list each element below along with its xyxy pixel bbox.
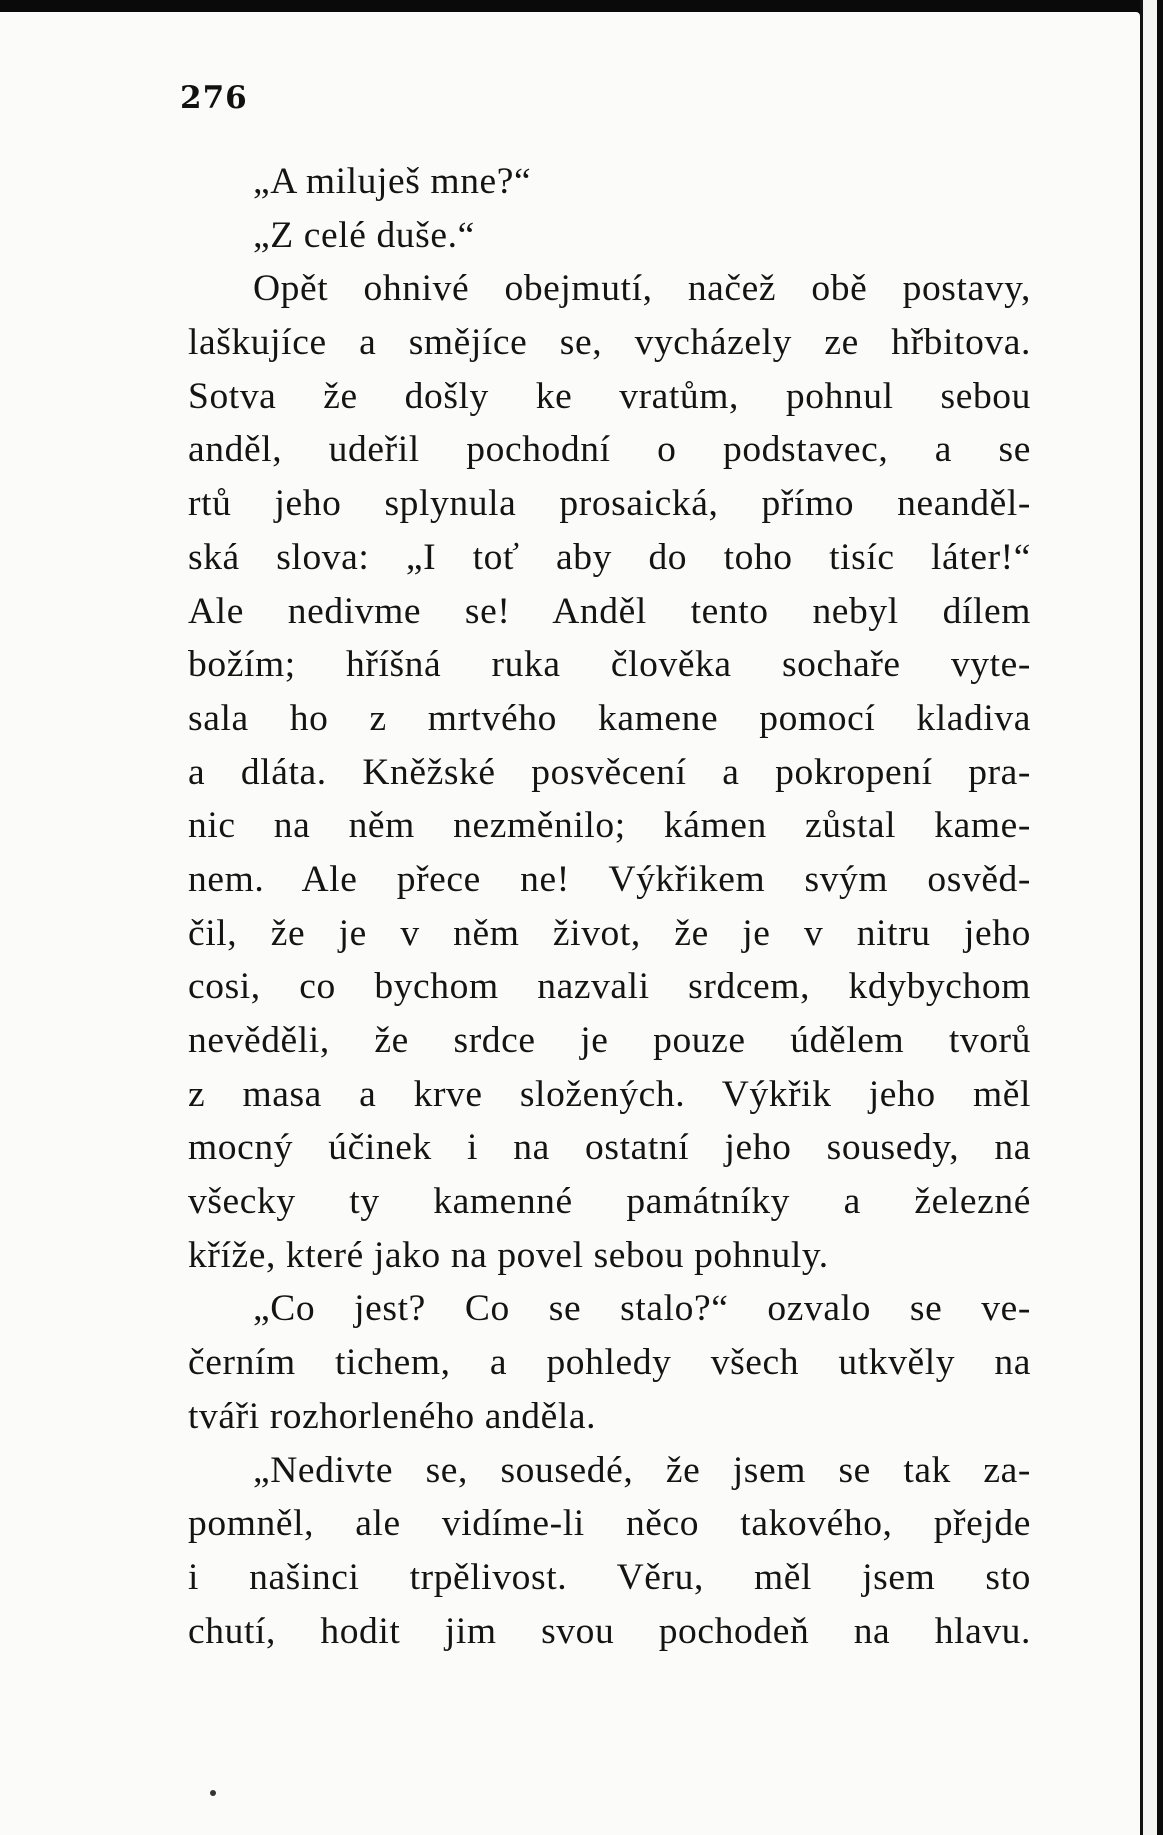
text-line: nem. Ale přece ne! Výkřikem svým osvěd-	[188, 858, 1031, 900]
text-line: a dláta. Kněžské posvěcení a pokropení pra-	[188, 751, 1031, 793]
text-line: pomněl, ale vidíme-li něco takového, přejde	[188, 1503, 1031, 1545]
text-line: Opět ohnivé obejmutí, načež obě postavy,	[253, 268, 1031, 310]
text-line: čil, že je v něm život, že je v nitru jeho	[188, 912, 1031, 954]
text-line: „Co jest? Co se stalo?“ ozvalo se ve-	[253, 1288, 1031, 1330]
text-line: cosi, co bychom nazvali srdcem, kdybychom	[188, 966, 1031, 1008]
text-line: mocný účinek i na ostatní jeho sousedy, na	[188, 1127, 1031, 1169]
text-line: chutí, hodit jim svou pochodeň na hlavu.	[188, 1610, 1031, 1652]
book-page	[0, 12, 1140, 1835]
text-line: laškujíce a smějíce se, vycházely ze hřbitova.	[188, 322, 1031, 364]
text-line: božím; hříšná ruka člověka sochaře vyte-	[188, 644, 1031, 686]
text-line: anděl, udeřil pochodní o podstavec, a se	[188, 429, 1031, 471]
body-text	[188, 155, 1031, 1658]
page-number: 276	[180, 80, 248, 116]
text-line: ská slova: „I toť aby do toho tisíc láter!“	[188, 536, 1031, 578]
text-line: „Nedivte se, sousedé, že jsem se tak za-	[253, 1449, 1031, 1491]
text-line: kříže, které jako na povel sebou pohnuly.	[188, 1234, 829, 1276]
text-line: Ale nedivme se! Anděl tento nebyl dílem	[188, 590, 1031, 632]
text-line: sala ho z mrtvého kamene pomocí kladiva	[188, 697, 1031, 739]
text-line: z masa a krve složených. Výkřik jeho měl	[188, 1073, 1031, 1115]
text-line: nevěděli, že srdce je pouze údělem tvorů	[188, 1020, 1031, 1061]
text-line: Sotva že došly ke vratům, pohnul sebou	[188, 375, 1031, 417]
text-line: nic na něm nezměnilo; kámen zůstal kame-	[188, 805, 1031, 847]
page-edge	[1140, 0, 1163, 1835]
text-line: černím tichem, a pohledy všech utkvěly na	[188, 1342, 1031, 1384]
text-line: tváři rozhorleného anděla.	[188, 1395, 597, 1437]
text-line: „A miluješ mne?“	[253, 161, 532, 202]
text-line: i našinci trpělivost. Věru, měl jsem sto	[188, 1556, 1031, 1598]
ink-speck	[210, 1790, 216, 1796]
text-line: „Z celé duše.“	[253, 214, 475, 256]
text-line: rtů jeho splynula prosaická, přímo neanděl-	[188, 483, 1031, 525]
text-line: všecky ty kamenné památníky a železné	[188, 1181, 1031, 1223]
